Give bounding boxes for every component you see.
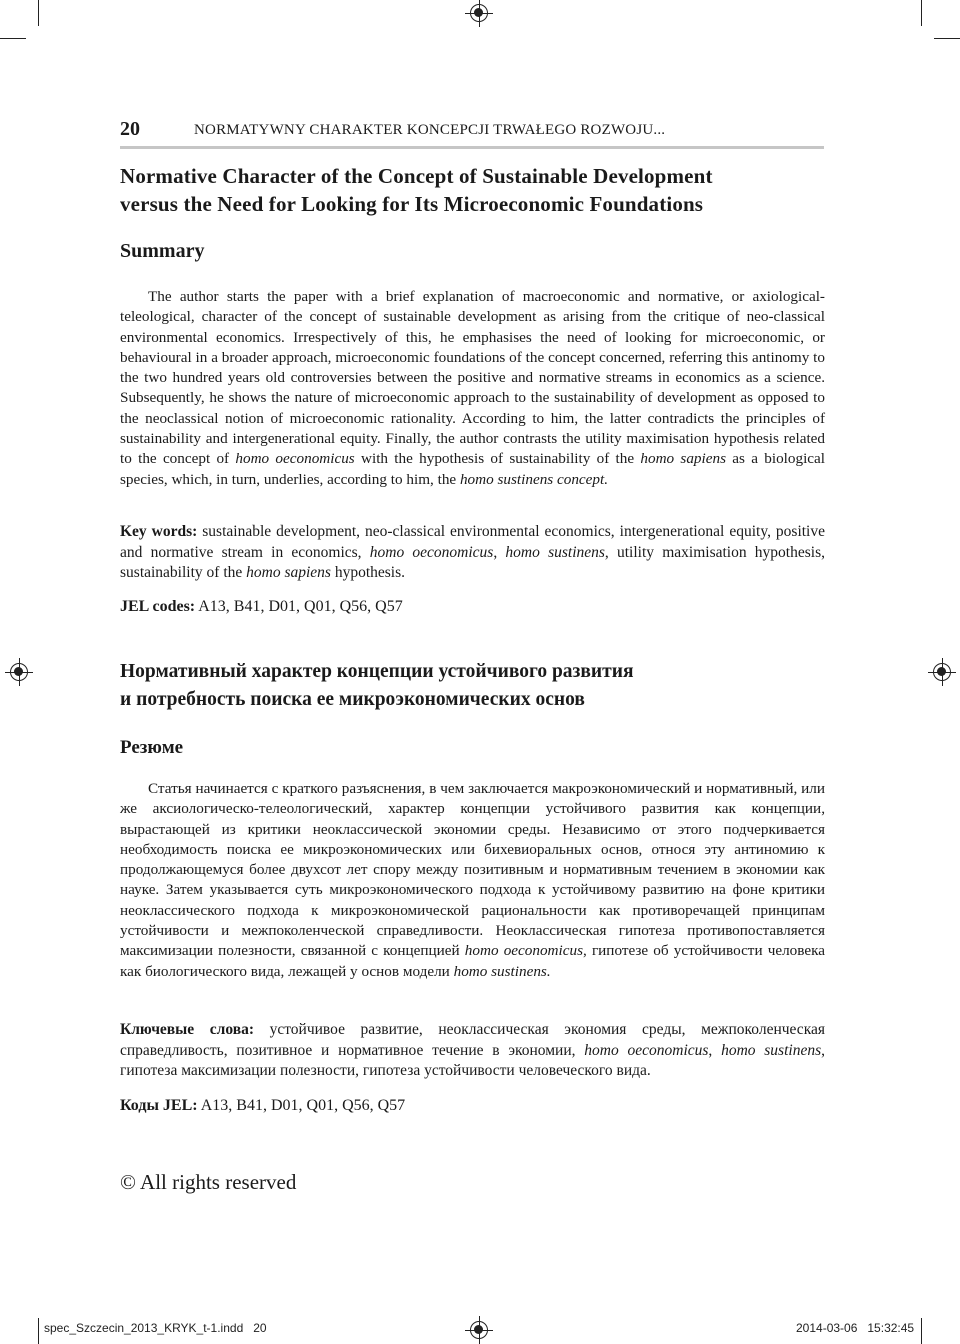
abstract-term: homo sustinens. — [453, 962, 551, 980]
keywords-text: sustainable development, neo-classical environmental economics, intergenerational equity, positive and normative stream in economics, — [120, 523, 825, 561]
registration-mark-right-icon — [933, 663, 951, 681]
russian-summary-heading: Резюме — [120, 737, 184, 758]
keyword-term: homo sapiens — [246, 564, 331, 581]
copyright-notice: © All rights reserved — [120, 1170, 297, 1194]
english-title-line-2: versus the Need for Looking for Its Microeconomic Foundations — [120, 192, 704, 216]
english-summary-heading: Summary — [120, 240, 205, 262]
abstract-text: , гипотезе об устойчивости человека как биологического вида, лежащей у основ модели — [120, 942, 825, 980]
russian-abstract — [120, 779, 825, 982]
header-rule — [120, 146, 824, 149]
registration-mark-top-icon — [470, 4, 488, 22]
english-jel-codes — [120, 598, 403, 616]
keyword-term: homo sustinens — [505, 543, 605, 561]
english-title-line-1: Normative Character of the Concept of Sustainable Development — [120, 164, 713, 188]
crop-mark-top-right-h — [934, 38, 960, 39]
english-abstract-paragraph — [120, 287, 825, 490]
english-abstract — [120, 287, 825, 490]
abstract-term: homo sustinens concept. — [459, 470, 609, 488]
jel-label: JEL codes: — [120, 598, 196, 615]
keywords-text: hypothesis. — [330, 564, 406, 581]
russian-title — [120, 658, 840, 714]
abstract-text: as a biological species, which, in turn, underlies, according to him, the — [120, 450, 825, 488]
keywords-text: , — [493, 543, 506, 561]
registration-mark-bottom-icon — [470, 1321, 488, 1339]
english-keywords — [120, 522, 825, 584]
keywords-text: , гипотеза максимизации полезности, гипотеза устойчивости человеческого вида. — [120, 1041, 825, 1079]
crop-mark-top-left-v — [38, 0, 39, 26]
abstract-text: The author starts the paper with a brief explanation of macroeconomic and normative, or axiological-teleological, character of the concept of sustainable development as arising from the critique of neo-classical environmental economics. Irrespectively of this, he emphasises the need of looking for microeconomic, or behavioural in a broader approach, microeconomic foundations of the concept concerned, referring this antinomy to the two hundred years old controversies between the positive and normative streams in economics as a science. Subsequently, he shows the nature of microeconomic approach to the sustainability of development as opposed to the neoclassical notion of microeconomic rationality. According to him, the latter contradicts the principles of sustainability and intergenerational equity. Finally, the author contrasts the utility maximisation hypothesis related to the concept of — [120, 288, 825, 468]
english-title — [120, 162, 840, 218]
page-number: 20 — [120, 118, 140, 140]
keyword-term: homo oeconomicus — [584, 1041, 709, 1059]
abstract-text: with the hypothesis of sustainability of the — [354, 450, 641, 468]
jel-values: A13, B41, D01, Q01, Q56, Q57 — [195, 598, 403, 615]
keywords-text: , — [708, 1041, 722, 1059]
keyword-term: homo sustinens — [721, 1041, 822, 1059]
abstract-term: homo sapiens — [640, 450, 726, 468]
keywords-label: Ключевые слова: — [120, 1021, 254, 1038]
slug-timestamp: 2014-03-06 15:32:45 — [796, 1321, 915, 1335]
russian-abstract-paragraph — [120, 779, 825, 982]
slug-filename: spec_Szczecin_2013_KRYK_t-1.indd 20 — [44, 1321, 267, 1335]
jel-values: A13, B41, D01, Q01, Q56, Q57 — [197, 1097, 406, 1114]
running-title: NORMATYWNY CHARAKTER KONCEPCJI TRWAŁEGO ROZWOJU... — [194, 122, 666, 138]
abstract-term: homo oeconomicus — [235, 450, 355, 468]
keyword-term: homo oeconomicus — [369, 543, 494, 561]
russian-jel-codes — [120, 1097, 405, 1115]
russian-title-line-2: и потребность поиска ее микроэкономических основ — [120, 689, 585, 710]
jel-label: Коды JEL: — [120, 1097, 198, 1114]
crop-mark-bottom-left-v — [38, 1318, 39, 1344]
abstract-term: homo oeconomicus — [464, 942, 583, 960]
registration-mark-left-icon — [10, 663, 28, 681]
running-head — [120, 118, 824, 150]
russian-keywords — [120, 1020, 825, 1082]
crop-mark-top-right-v — [921, 0, 922, 26]
crop-mark-bottom-right-v — [921, 1318, 922, 1344]
crop-mark-top-left-h — [0, 38, 26, 39]
keywords-label: Key words: — [120, 523, 198, 540]
russian-title-line-1: Нормативный характер концепции устойчивого развития — [120, 661, 634, 682]
keywords-text: устойчивое развитие, неоклассическая экономия среды, межпоколенческая справедливость, позитивное и нормативное течение в экономии, — [120, 1021, 825, 1059]
keywords-text: , utility maximisation hypothesis, sustainability of the — [120, 543, 825, 581]
abstract-text: Статья начинается с краткого разъяснения, в чем заключается макроэкономический и нормативный, или же аксиологическо-телеологический, характер концепции устойчивого развития как концепции, вырастающей из критики неоклассической экономии среды. Независимо от этого подчеркивается необходимость поиска ее микроэкономических или бихевиоральных основ, относя эту антиномию к продолжающемуся более двухсот лет спору между позитивным и нормативным течением в экономии как науке. Затем указывается суть микроэкономического подхода к устойчивому развитию на фоне критики неоклассического подхода к микроэкономической рациональности как противоречащей принципам устойчивости и межпоколенческой справедливости. Неоклассическая гипотеза противопоставляется максимизации полезности, связанной с концепцией — [120, 780, 825, 960]
